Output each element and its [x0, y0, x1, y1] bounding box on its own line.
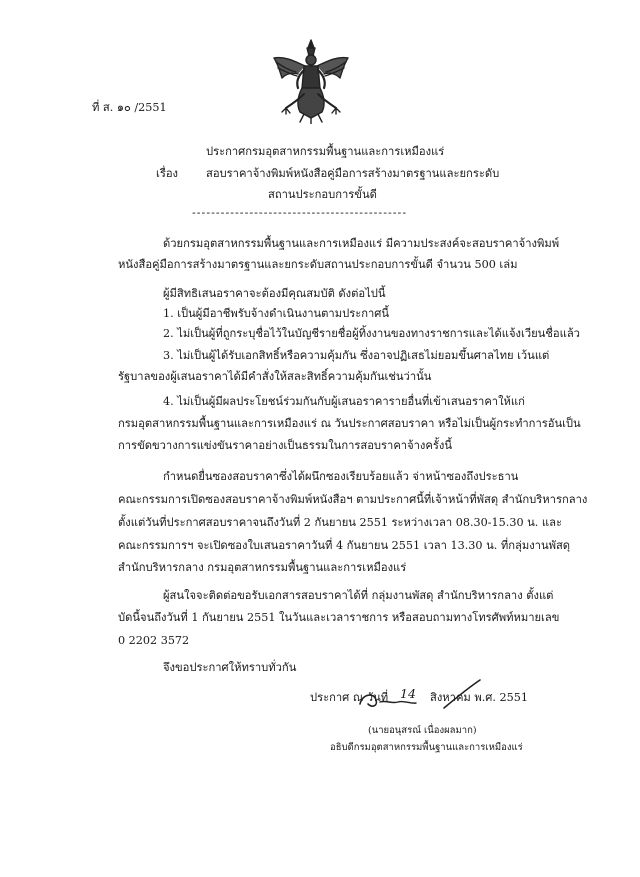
qualification-4-line-2: กรมอุตสาหกรรมพื้นฐานและการเหมืองแร่ ณ วันประกาศสอบราคา หรือไม่เป็นผู้กระทำการอันเป็น [118, 417, 581, 430]
intro-line-1: ด้วยกรมอุตสาหกรรมพื้นฐานและการเหมืองแร่ มีความประสงค์จะสอบราคาจ้างพิมพ์ [163, 237, 560, 250]
closing-statement: จึงขอประกาศให้ทราบทั่วกัน [163, 661, 297, 674]
qualification-2: 2. ไม่เป็นผู้ที่ถูกระบุชื่อไว้ในบัญชีรายชื่อผู้ทิ้งงานของทางราชการและได้แจ้งเวียนชื่อแล้ว [163, 327, 580, 340]
date-day: 14 [400, 686, 416, 701]
document-number: ที่ ส. ๑๐ /2551 [92, 101, 167, 114]
date-prefix: ประกาศ ณ วันที่ [310, 691, 389, 704]
qualification-4-line-1: 4. ไม่เป็นผู้มีผลประโยชน์ร่วมกันกับผู้เสนอราคารายอื่นที่เข้าเสนอราคาให้แก่ [163, 395, 525, 408]
signatory-name: (นายอนุสรณ์ เนื่องผลมาก) [368, 725, 477, 736]
contact-phone: 0 2202 3572 [118, 634, 190, 647]
signatory-position: อธิบดีกรมอุตสาหกรรมพื้นฐานและการเหมืองแร่ [330, 742, 523, 753]
submission-line-3: ตั้งแต่วันที่ประกาศสอบราคาจนถึงวันที่ 2 กันยายน 2551 ระหว่างเวลา 08.30-15.30 น. และ [118, 516, 562, 529]
garuda-emblem-icon [268, 38, 354, 124]
submission-line-5: สำนักบริหารกลาง กรมอุตสาหกรรมพื้นฐานและการเหมืองแร่ [118, 561, 407, 574]
subject-line-2: สถานประกอบการขั้นดี [268, 188, 377, 201]
qualification-3-line-2: รัฐบาลของผู้เสนอราคาได้มีคำสั่งให้สละสิทธิ์ความคุ้มกันเช่นว่านั้น [118, 370, 432, 383]
announcement-title: ประกาศกรมอุตสาหกรรมพื้นฐานและการเหมืองแร่ [206, 145, 445, 158]
subject-line-1: สอบราคาจ้างพิมพ์หนังสือคู่มือการสร้างมาตรฐานและยกระดับ [206, 167, 500, 180]
subject-label: เรื่อง [156, 167, 179, 180]
contact-line-1: ผู้สนใจจะติดต่อขอรับเอกสารสอบราคาได้ที่ กลุ่มงานพัสดุ สำนักบริหารกลาง ตั้งแต่ [163, 589, 554, 602]
submission-line-4: คณะกรรมการฯ จะเปิดซองใบเสนอราคาวันที่ 4 กันยายน 2551 เวลา 13.30 น. ที่กลุ่มงานพัสดุ [118, 539, 571, 552]
qualification-1: 1. เป็นผู้มีอาชีพรับจ้างดำเนินงานตามประกาศนี้ [163, 307, 390, 320]
handwritten-signature-icon [352, 676, 492, 716]
title-separator: --------------------------------------------- [192, 206, 408, 219]
submission-line-1: กำหนดยื่นซองสอบราคาซึ่งได้ผนึกซองเรียบร้อยแล้ว จ่าหน้าซองถึงประธาน [163, 470, 519, 483]
date-rest: สิงหาคม พ.ศ. 2551 [430, 691, 528, 704]
qualification-3-line-1: 3. ไม่เป็นผู้ได้รับเอกสิทธิ์หรือความคุ้มกัน ซึ่งอาจปฏิเสธไม่ยอมขึ้นศาลไทย เว้นแต่ [163, 349, 550, 362]
submission-line-2: คณะกรรมการเปิดซองสอบราคาจ้างพิมพ์หนังสือฯ ตามประกาศนี้ที่เจ้าหน้าที่พัสดุ สำนักบริหารกลาง [118, 493, 588, 506]
qualification-intro: ผู้มีสิทธิเสนอราคาจะต้องมีคุณสมบัติ ดังต่อไปนี้ [163, 287, 386, 300]
contact-line-2: บัดนี้จนถึงวันที่ 1 กันยายน 2551 ในวันและเวลาราชการ หรือสอบถามทางโทรศัพท์หมายเลข [118, 611, 560, 624]
intro-line-2: หนังสือคู่มือการสร้างมาตรฐานและยกระดับสถานประกอบการขั้นดี จำนวน 500 เล่ม [118, 258, 518, 271]
qualification-4-line-3: การขัดขวางการแข่งขันราคาอย่างเป็นธรรมในการสอบราคาจ้างครั้งนี้ [118, 439, 452, 452]
